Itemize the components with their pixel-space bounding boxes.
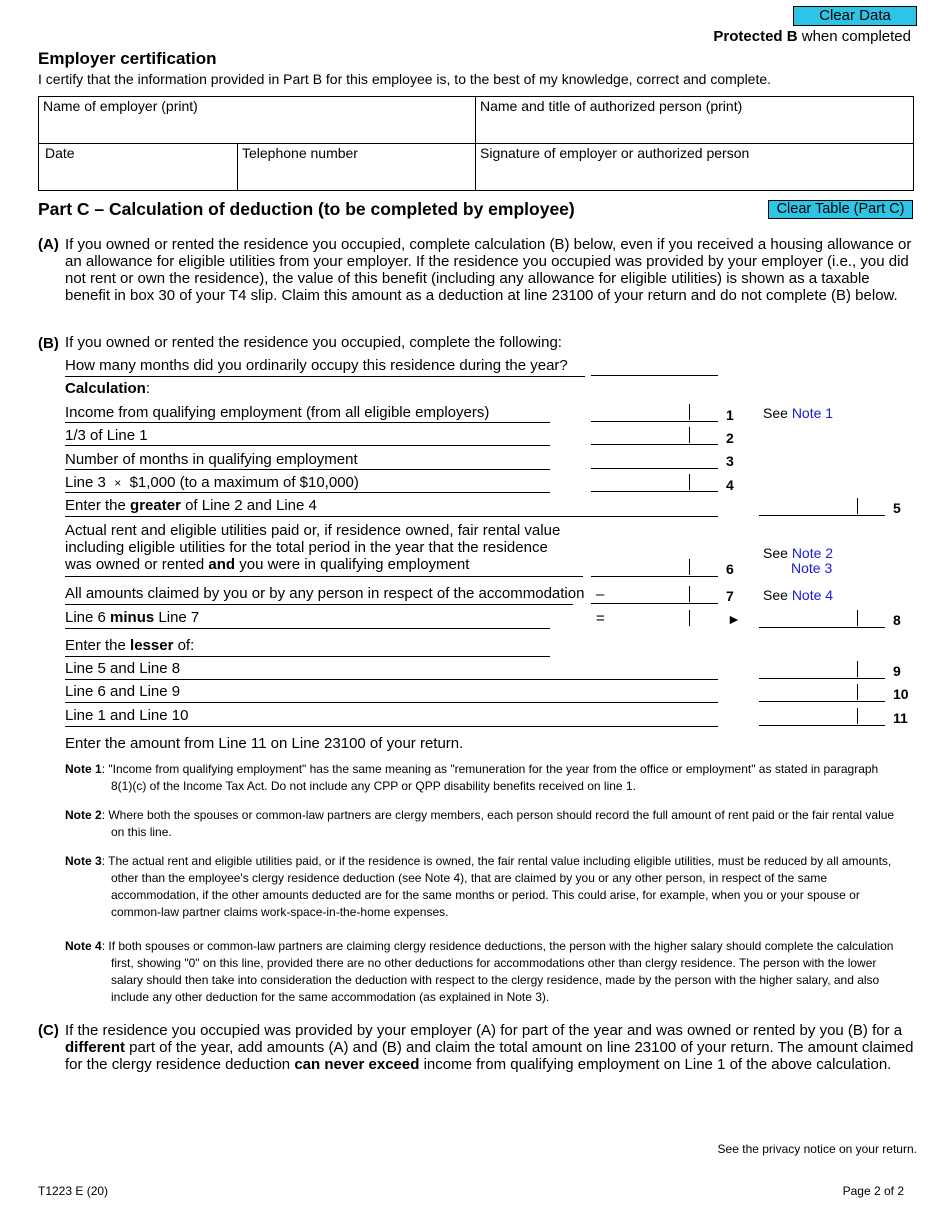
- line-7-label: All amounts claimed by you or by any person in respect of the accommodation: [65, 585, 585, 602]
- line-2-input[interactable]: [591, 427, 718, 445]
- authorized-name-label: Name and title of authorized person (print): [480, 98, 743, 114]
- row-underline: [65, 376, 585, 377]
- date-input[interactable]: [42, 165, 232, 187]
- see-note-4: See Note 4: [763, 587, 834, 603]
- row-underline: [65, 422, 550, 423]
- row-underline: [65, 679, 718, 680]
- line-4-input[interactable]: [591, 474, 718, 492]
- employer-name-label: Name of employer (print): [43, 98, 198, 114]
- line-number-5: 5: [893, 500, 901, 516]
- row-underline: [65, 469, 550, 470]
- note-2-link[interactable]: Note 2: [791, 545, 834, 561]
- line-3-input[interactable]: [591, 451, 718, 469]
- clear-data-button[interactable]: Clear Data: [793, 6, 917, 26]
- enter-amount-instruction: Enter the amount from Line 11 on Line 23100 of your return.: [65, 735, 464, 752]
- line-3-label: Number of months in qualifying employment: [65, 451, 358, 468]
- table-divider: [38, 143, 914, 144]
- line-10-label: Line 6 and Line 9: [65, 683, 181, 700]
- note-4: Note 4: If both spouses or common-law partners are claiming clergy residence deductions, the person with the higher salary should complete the calculation first, showing "0" on this line, provided there are no other deductions for accommodations other than clergy residence. The person with the lower salary should then take into consideration the deduction with respect to the clergy residence, made by the person with the higher salary, and also include any other deduction for the same accommodation (as explained in Note 3).: [65, 939, 894, 1004]
- months-question: How many months did you ordinarily occupy this residence during the year?: [65, 357, 568, 374]
- line-11-input[interactable]: [759, 708, 885, 726]
- row-underline: [65, 628, 550, 629]
- months-input[interactable]: [591, 358, 718, 376]
- line-number-10: 10: [893, 686, 909, 702]
- see-note-1: See Note 1: [763, 405, 834, 421]
- line-11-label: Line 1 and Line 10: [65, 707, 189, 724]
- line-number-9: 9: [893, 663, 901, 679]
- section-a-text: If you owned or rented the residence you occupied, complete calculation (B) below, even if you received a housing allowance or an allowance for eligible utilities from your employer. If the residence you occupied was provided by your employer (i.e., you did not rent or own the residence), the value of this benefit (including any allowance for eligible utilities) is shown as a taxable benefit in box 30 of your T4 slip. Claim this amount as a deduction at line 23100 of your return and do not complete (B) below.: [65, 236, 912, 304]
- note-3: Note 3: The actual rent and eligible utilities paid, or if the residence is owned, the fair rental value including eligible utilities, must be reduced by all amounts, other than the employee's clergy residence deduction (see Note 4), that are claimed by you or any other person, in respect of the same accommodation, if the other amounts deducted are for the same months or period. This could arise, for example, when you or your spouse or common-law partner claims work-space-in-the-home expenses.: [65, 854, 892, 919]
- line-9-label: Line 5 and Line 8: [65, 660, 181, 677]
- telephone-input[interactable]: [241, 165, 471, 187]
- section-c-marker: (C): [38, 1022, 59, 1039]
- line-number-7: 7: [726, 588, 734, 604]
- telephone-label: Telephone number: [242, 145, 358, 161]
- page-number: Page 2 of 2: [842, 1184, 904, 1198]
- row-underline: [65, 604, 573, 605]
- note-1-link[interactable]: Note 1: [791, 405, 834, 421]
- cents-divider: [857, 684, 858, 700]
- cents-divider: [689, 586, 690, 602]
- note-4-link[interactable]: Note 4: [791, 587, 834, 603]
- clear-table-button[interactable]: Clear Table (Part C): [768, 200, 913, 219]
- row-underline: [65, 702, 718, 703]
- line-6-label: Actual rent and eligible utilities paid or, if residence owned, fair rental value including eligible utilities for the total period in the year that the residence was owned or rented and you were in qualifying employment: [65, 522, 561, 573]
- line-number-3: 3: [726, 453, 734, 469]
- authorized-name-input[interactable]: [479, 118, 909, 140]
- line-5-input[interactable]: [759, 498, 885, 516]
- form-id: T1223 E (20): [38, 1184, 109, 1198]
- cents-divider: [689, 474, 690, 490]
- line-7-input[interactable]: [591, 586, 718, 604]
- section-c-text: If the residence you occupied was provided by your employer (A) for part of the year and was owned or rented by you (B) for a different part of the year, add amounts (A) and (B) and claim the total amount on line 23100 of your return. The amount claimed for the clergy residence deduction can never exceed income from qualifying employment on Line 1 of the above calculation.: [65, 1022, 914, 1073]
- cents-divider: [689, 404, 690, 420]
- line-10-input[interactable]: [759, 684, 885, 702]
- row-underline: [65, 516, 718, 517]
- line-6-input[interactable]: [591, 559, 718, 577]
- cents-divider: [857, 661, 858, 677]
- cents-divider: [857, 610, 858, 626]
- cents-divider: [689, 427, 690, 443]
- calculation-label: Calculation:: [65, 380, 151, 397]
- section-b-intro: If you owned or rented the residence you occupied, complete the following:: [65, 334, 562, 351]
- protected-b-label: Protected B when completed: [713, 28, 911, 45]
- note-3-link[interactable]: Note 3: [791, 560, 833, 576]
- line-number-6: 6: [726, 561, 734, 577]
- privacy-notice: See the privacy notice on your return.: [717, 1142, 917, 1156]
- row-underline: [65, 576, 583, 577]
- cents-divider: [689, 559, 690, 575]
- row-underline: [65, 492, 550, 493]
- row-underline: [65, 726, 718, 727]
- table-divider: [475, 96, 476, 191]
- line-4-label: Line 3 × $1,000 (to a maximum of $10,000): [65, 474, 359, 491]
- employer-name-input[interactable]: [42, 118, 470, 140]
- minus-sign: –: [596, 586, 605, 603]
- see-note-2: See Note 2: [763, 545, 834, 561]
- line-number-11: 11: [893, 710, 908, 726]
- date-label: Date: [45, 145, 75, 161]
- lesser-of-label: Enter the lesser of:: [65, 637, 195, 654]
- equals-sign: =: [596, 610, 605, 627]
- cents-divider: [857, 498, 858, 514]
- row-underline: [65, 445, 550, 446]
- section-b-marker: (B): [38, 335, 59, 352]
- line-8-input[interactable]: [759, 610, 885, 628]
- line-number-1: 1: [726, 407, 734, 423]
- row-underline: [65, 656, 550, 657]
- line-1-input[interactable]: [591, 404, 718, 422]
- note-1: Note 1: "Income from qualifying employment" has the same meaning as "remuneration for the year from the office or employment" as stated in paragraph 8(1)(c) of the Income Tax Act. Do not include any CPP or QPP disability benefits received on line 1.: [65, 762, 879, 793]
- cents-divider: [689, 610, 690, 626]
- line-number-8: 8: [893, 612, 901, 628]
- part-c-title: Part C – Calculation of deduction (to be completed by employee): [38, 199, 575, 219]
- cents-divider: [857, 708, 858, 724]
- table-divider: [237, 143, 238, 191]
- section-a-marker: (A): [38, 236, 59, 253]
- certification-statement: I certify that the information provided in Part B for this employee is, to the best of my knowledge, correct and complete.: [38, 71, 772, 87]
- note-2: Note 2: Where both the spouses or common-law partners are clergy members, each person should record the full amount of rent paid or the fair rental value on this line.: [65, 808, 895, 839]
- line-1-label: Income from qualifying employment (from all eligible employers): [65, 404, 490, 421]
- signature-label: Signature of employer or authorized person: [480, 145, 750, 161]
- arrow-icon: ►: [727, 611, 741, 627]
- line-9-input[interactable]: [759, 661, 885, 679]
- employer-certification-title: Employer certification: [38, 49, 217, 68]
- line-8-label: Line 6 minus Line 7: [65, 609, 200, 626]
- line-2-label: 1/3 of Line 1: [65, 427, 148, 444]
- line-number-2: 2: [726, 430, 734, 446]
- line-5-label: Enter the greater of Line 2 and Line 4: [65, 497, 317, 514]
- line-number-4: 4: [726, 477, 734, 493]
